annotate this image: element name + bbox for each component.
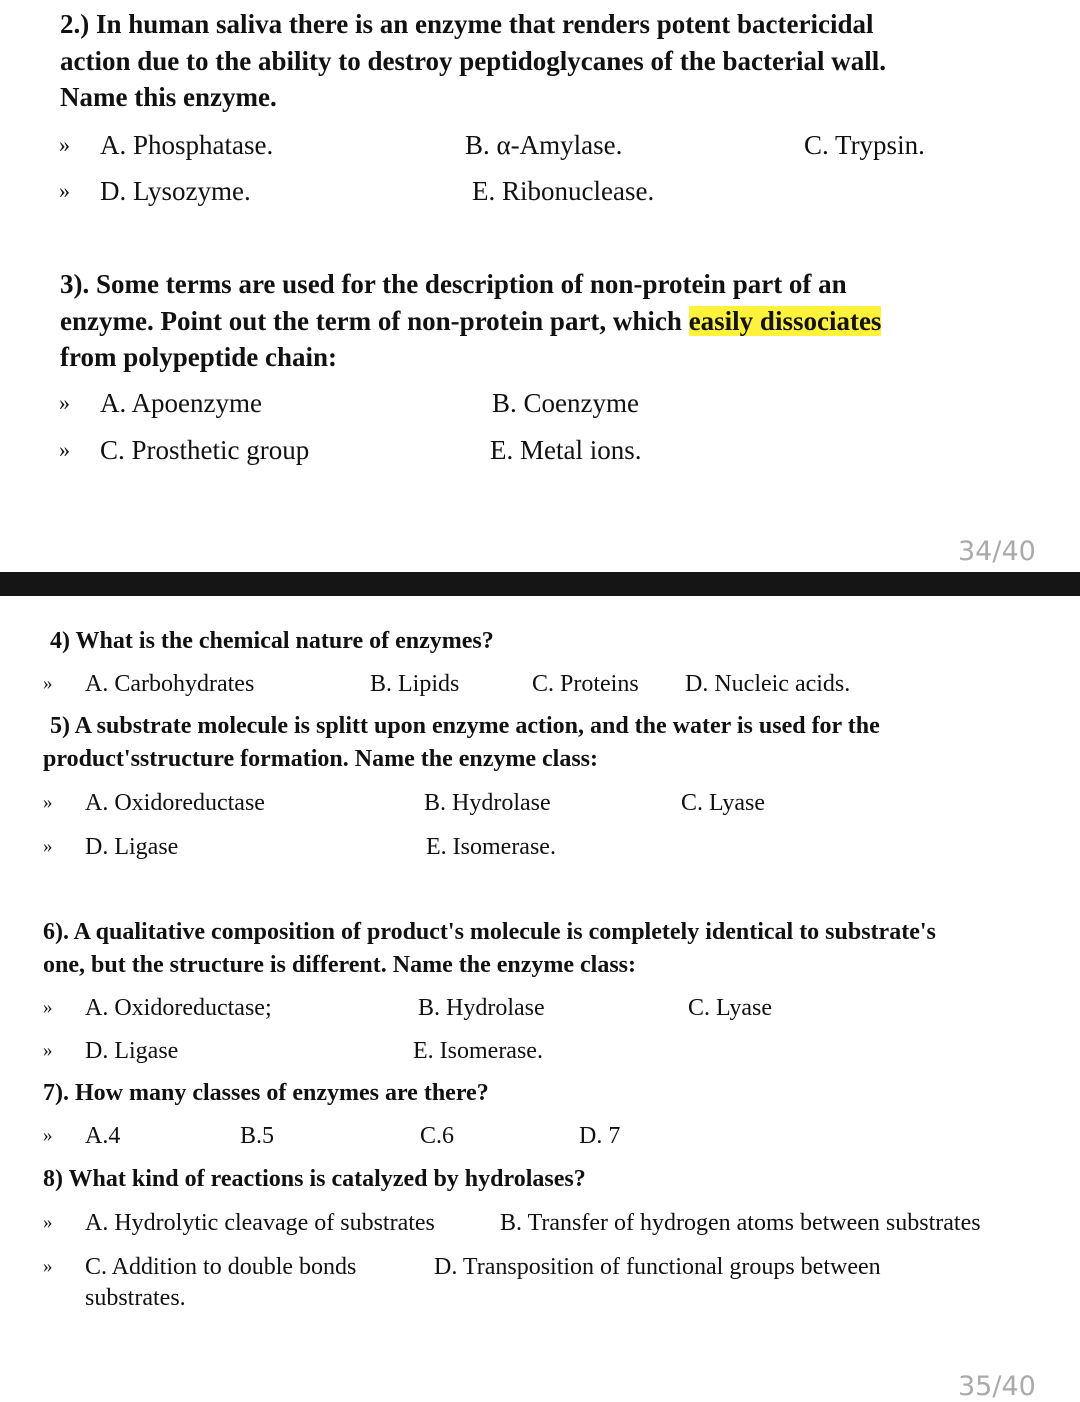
bullet-icon: » bbox=[59, 437, 70, 462]
page-number: 34/40 bbox=[958, 536, 1036, 567]
option-d: D. Nucleic acids. bbox=[685, 671, 851, 697]
question-4-text: 4) What is the chemical nature of enzymes? bbox=[50, 628, 494, 654]
option-b: B. Hydrolase bbox=[418, 995, 545, 1021]
option-a: A.4 bbox=[85, 1123, 121, 1149]
bullet-icon: » bbox=[43, 1125, 53, 1146]
question-2-text bbox=[60, 6, 1020, 116]
question-7-text: 7). How many classes of enzymes are there? bbox=[43, 1080, 489, 1106]
bullet-icon: » bbox=[43, 673, 53, 694]
option-d: D. Lysozyme. bbox=[100, 176, 251, 206]
question-2-line: action due to the ability to destroy peptidoglycanes of the bacterial wall. bbox=[60, 45, 886, 76]
option-e: E. Ribonuclease. bbox=[472, 176, 655, 206]
option-d-continuation: substrates. bbox=[85, 1285, 186, 1311]
option-c: C. Trypsin. bbox=[804, 130, 925, 160]
question-2-line: Name this enzyme. bbox=[60, 82, 277, 112]
bullet-icon: » bbox=[43, 792, 53, 813]
bullet-icon: » bbox=[43, 1256, 53, 1277]
highlighted-text: easily dissociates bbox=[688, 305, 882, 336]
question-3-line: 3). Some terms are used for the description of non-protein part of an bbox=[60, 269, 847, 299]
option-a: A. Phosphatase. bbox=[100, 130, 274, 160]
option-d: D. Transposition of functional groups between bbox=[434, 1254, 881, 1280]
bullet-icon: » bbox=[59, 390, 70, 415]
option-d: D. 7 bbox=[579, 1123, 621, 1149]
option-c: C. Proteins bbox=[532, 671, 639, 697]
option-c: C. Prosthetic group bbox=[100, 435, 310, 465]
option-b: B. Lipids bbox=[370, 671, 460, 697]
option-a: A. Apoenzyme bbox=[100, 388, 262, 418]
option-e: E. Isomerase. bbox=[413, 1038, 543, 1064]
question-6-line: one, but the structure is different. Name the enzyme class: bbox=[43, 952, 637, 978]
question-3-line-text: enzyme. Point out the term of non-protein part, which bbox=[60, 305, 689, 336]
option-b: B.5 bbox=[240, 1123, 275, 1149]
option-d: D. Ligase bbox=[85, 1038, 179, 1064]
bullet-icon: » bbox=[59, 178, 70, 203]
bullet-icon: » bbox=[43, 1040, 53, 1061]
option-c: C. Addition to double bonds bbox=[85, 1254, 357, 1280]
option-c: C. Lyase bbox=[688, 995, 772, 1021]
bullet-icon: » bbox=[43, 836, 53, 857]
option-c: C.6 bbox=[420, 1123, 455, 1149]
page-divider bbox=[0, 572, 1080, 596]
question-6-line: 6). A qualitative composition of product's molecule is completely identical to substrate's bbox=[43, 919, 936, 945]
question-3-text bbox=[60, 266, 1020, 376]
option-a: A. Oxidoreductase bbox=[85, 790, 265, 816]
option-a: A. Hydrolytic cleavage of substrates bbox=[85, 1210, 435, 1236]
page-number: 35/40 bbox=[958, 1371, 1036, 1402]
bullet-icon: » bbox=[59, 132, 70, 157]
option-e: E. Metal ions. bbox=[490, 435, 642, 465]
option-a: A. Oxidoreductase; bbox=[85, 995, 272, 1021]
bullet-icon: » bbox=[43, 1212, 53, 1233]
option-e: E. Isomerase. bbox=[426, 834, 556, 860]
question-2-line: 2.) In human saliva there is an enzyme that renders potent bactericidal bbox=[60, 9, 874, 39]
bullet-icon: » bbox=[43, 997, 53, 1018]
question-8-text: 8) What kind of reactions is catalyzed by hydrolases? bbox=[43, 1166, 586, 1192]
question-3-line bbox=[60, 303, 1020, 340]
question-3-line: from polypeptide chain: bbox=[60, 342, 338, 372]
option-c: C. Lyase bbox=[681, 790, 765, 816]
option-b: B. Hydrolase bbox=[424, 790, 551, 816]
option-d: D. Ligase bbox=[85, 834, 179, 860]
option-b: B. α-Amylase. bbox=[465, 130, 623, 160]
option-b: B. Coenzyme bbox=[492, 388, 639, 418]
question-5-line: 5) A substrate molecule is splitt upon enzyme action, and the water is used for the bbox=[50, 713, 880, 739]
option-a: A. Carbohydrates bbox=[85, 671, 255, 697]
option-b: B. Transfer of hydrogen atoms between substrates bbox=[500, 1210, 981, 1236]
question-5-line: product'sstructure formation. Name the enzyme class: bbox=[43, 746, 599, 772]
